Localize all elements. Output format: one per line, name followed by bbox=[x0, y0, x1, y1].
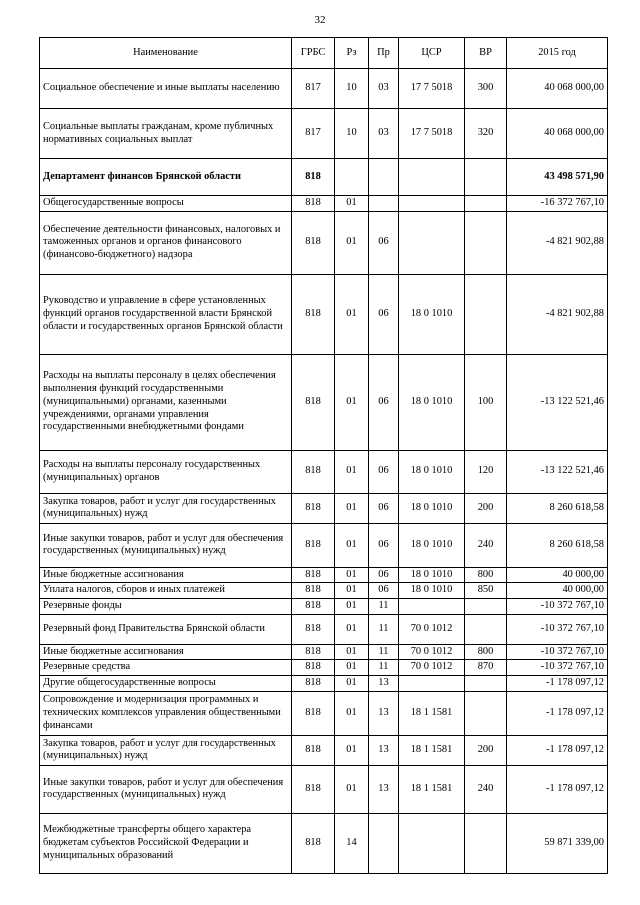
row-csr bbox=[399, 211, 465, 274]
row-name: Закупка товаров, работ и услуг для государственных (муниципальных) нужд bbox=[40, 493, 292, 523]
row-grbs: 818 bbox=[292, 567, 335, 583]
table-row bbox=[40, 813, 608, 873]
table-row bbox=[40, 599, 608, 615]
row-grbs: 818 bbox=[292, 354, 335, 450]
row-pr: 06 bbox=[369, 523, 399, 567]
table-row bbox=[40, 583, 608, 599]
row-grbs: 817 bbox=[292, 69, 335, 109]
row-name: Резервный фонд Правительства Брянской области bbox=[40, 614, 292, 644]
row-csr: 18 0 1010 bbox=[399, 493, 465, 523]
row-csr: 18 0 1010 bbox=[399, 523, 465, 567]
row-amount: 40 068 000,00 bbox=[507, 69, 608, 109]
row-vr: 320 bbox=[465, 109, 507, 159]
row-csr bbox=[399, 196, 465, 212]
row-rz: 01 bbox=[335, 523, 369, 567]
row-name: Руководство и управление в сфере установленных функций органов государственной власти Брянской области и государственных органов Брянской области bbox=[40, 274, 292, 354]
row-csr: 17 7 5018 bbox=[399, 109, 465, 159]
row-vr bbox=[465, 159, 507, 196]
row-name: Иные закупки товаров, работ и услуг для обеспечения государственных (муниципальных) нужд bbox=[40, 523, 292, 567]
row-pr bbox=[369, 813, 399, 873]
row-vr bbox=[465, 813, 507, 873]
row-rz: 01 bbox=[335, 660, 369, 676]
row-vr: 800 bbox=[465, 567, 507, 583]
table-row bbox=[40, 735, 608, 765]
row-grbs: 818 bbox=[292, 614, 335, 644]
row-pr: 06 bbox=[369, 450, 399, 493]
row-pr: 06 bbox=[369, 211, 399, 274]
row-amount: 59 871 339,00 bbox=[507, 813, 608, 873]
row-grbs: 818 bbox=[292, 196, 335, 212]
table-row bbox=[40, 109, 608, 159]
row-grbs: 818 bbox=[292, 599, 335, 615]
row-vr bbox=[465, 196, 507, 212]
row-amount: 40 000,00 bbox=[507, 567, 608, 583]
table-row bbox=[40, 69, 608, 109]
row-name: Иные бюджетные ассигнования bbox=[40, 567, 292, 583]
row-name: Резервные фонды bbox=[40, 599, 292, 615]
row-csr: 18 1 1581 bbox=[399, 735, 465, 765]
row-grbs: 818 bbox=[292, 159, 335, 196]
table-row bbox=[40, 523, 608, 567]
row-rz: 14 bbox=[335, 813, 369, 873]
table-row bbox=[40, 196, 608, 212]
row-pr: 13 bbox=[369, 765, 399, 813]
row-pr bbox=[369, 196, 399, 212]
column-header-csr: ЦСР bbox=[399, 38, 465, 69]
row-name: Сопровождение и модернизация программных и технических комплексов управления общественными финансами bbox=[40, 691, 292, 735]
row-rz: 01 bbox=[335, 493, 369, 523]
row-name: Общегосударственные вопросы bbox=[40, 196, 292, 212]
column-header-rz: Рз bbox=[335, 38, 369, 69]
row-grbs: 818 bbox=[292, 211, 335, 274]
row-pr: 11 bbox=[369, 644, 399, 660]
row-csr: 18 0 1010 bbox=[399, 274, 465, 354]
row-grbs: 818 bbox=[292, 450, 335, 493]
row-rz: 01 bbox=[335, 614, 369, 644]
row-amount: -1 178 097,12 bbox=[507, 676, 608, 692]
row-rz: 01 bbox=[335, 691, 369, 735]
row-grbs: 818 bbox=[292, 676, 335, 692]
row-name: Департамент финансов Брянской области bbox=[40, 159, 292, 196]
row-name: Уплата налогов, сборов и иных платежей bbox=[40, 583, 292, 599]
row-pr: 13 bbox=[369, 691, 399, 735]
row-amount: -1 178 097,12 bbox=[507, 765, 608, 813]
table-row bbox=[40, 614, 608, 644]
row-csr: 70 0 1012 bbox=[399, 660, 465, 676]
table-row bbox=[40, 450, 608, 493]
row-rz: 01 bbox=[335, 765, 369, 813]
row-grbs: 818 bbox=[292, 644, 335, 660]
row-rz: 01 bbox=[335, 211, 369, 274]
row-amount: -1 178 097,12 bbox=[507, 735, 608, 765]
row-amount: -4 821 902,88 bbox=[507, 211, 608, 274]
row-vr: 850 bbox=[465, 583, 507, 599]
row-vr: 240 bbox=[465, 765, 507, 813]
row-grbs: 818 bbox=[292, 765, 335, 813]
row-csr: 70 0 1012 bbox=[399, 644, 465, 660]
row-vr bbox=[465, 691, 507, 735]
table-row bbox=[40, 691, 608, 735]
row-vr: 870 bbox=[465, 660, 507, 676]
row-csr bbox=[399, 676, 465, 692]
row-rz: 01 bbox=[335, 676, 369, 692]
row-csr: 18 1 1581 bbox=[399, 691, 465, 735]
row-rz: 10 bbox=[335, 69, 369, 109]
row-csr: 18 0 1010 bbox=[399, 583, 465, 599]
row-grbs: 817 bbox=[292, 109, 335, 159]
row-amount: -1 178 097,12 bbox=[507, 691, 608, 735]
row-amount: -10 372 767,10 bbox=[507, 660, 608, 676]
row-vr bbox=[465, 614, 507, 644]
row-name: Расходы на выплаты персоналу в целях обеспечения выполнения функций государственными (муниципальными) органами, казенными учреждениями, органами управления государственными внебюджетными фондами bbox=[40, 354, 292, 450]
row-name: Расходы на выплаты персоналу государственных (муниципальных) органов bbox=[40, 450, 292, 493]
row-rz: 01 bbox=[335, 599, 369, 615]
row-rz: 01 bbox=[335, 196, 369, 212]
row-amount: -16 372 767,10 bbox=[507, 196, 608, 212]
row-amount: 8 260 618,58 bbox=[507, 493, 608, 523]
row-amount: 40 068 000,00 bbox=[507, 109, 608, 159]
row-csr: 18 0 1010 bbox=[399, 354, 465, 450]
row-grbs: 818 bbox=[292, 523, 335, 567]
row-pr: 06 bbox=[369, 493, 399, 523]
row-name: Закупка товаров, работ и услуг для государственных (муниципальных) нужд bbox=[40, 735, 292, 765]
row-vr bbox=[465, 211, 507, 274]
row-vr: 240 bbox=[465, 523, 507, 567]
row-amount: 40 000,00 bbox=[507, 583, 608, 599]
budget-table bbox=[39, 37, 608, 874]
table-row bbox=[40, 354, 608, 450]
row-pr: 11 bbox=[369, 614, 399, 644]
row-vr: 300 bbox=[465, 69, 507, 109]
row-rz: 01 bbox=[335, 644, 369, 660]
row-csr: 18 1 1581 bbox=[399, 765, 465, 813]
row-rz: 01 bbox=[335, 450, 369, 493]
row-amount: -13 122 521,46 bbox=[507, 354, 608, 450]
row-vr: 200 bbox=[465, 735, 507, 765]
row-vr bbox=[465, 676, 507, 692]
row-pr bbox=[369, 159, 399, 196]
table-row bbox=[40, 676, 608, 692]
row-name: Иные закупки товаров, работ и услуг для обеспечения государственных (муниципальных) нужд bbox=[40, 765, 292, 813]
table-row bbox=[40, 644, 608, 660]
row-vr bbox=[465, 274, 507, 354]
table-header-row bbox=[40, 38, 608, 69]
row-amount: -4 821 902,88 bbox=[507, 274, 608, 354]
row-amount: 43 498 571,90 bbox=[507, 159, 608, 196]
row-grbs: 818 bbox=[292, 274, 335, 354]
row-name: Социальное обеспечение и иные выплаты населению bbox=[40, 69, 292, 109]
row-vr: 200 bbox=[465, 493, 507, 523]
row-amount: -10 372 767,10 bbox=[507, 644, 608, 660]
row-csr bbox=[399, 599, 465, 615]
row-grbs: 818 bbox=[292, 691, 335, 735]
column-header-year: 2015 год bbox=[507, 38, 608, 69]
row-name: Другие общегосударственные вопросы bbox=[40, 676, 292, 692]
row-csr: 70 0 1012 bbox=[399, 614, 465, 644]
row-pr: 06 bbox=[369, 567, 399, 583]
row-csr bbox=[399, 159, 465, 196]
column-header-pr: Пр bbox=[369, 38, 399, 69]
row-amount: -13 122 521,46 bbox=[507, 450, 608, 493]
row-csr: 18 0 1010 bbox=[399, 450, 465, 493]
table-row bbox=[40, 159, 608, 196]
row-amount: -10 372 767,10 bbox=[507, 614, 608, 644]
row-pr: 06 bbox=[369, 583, 399, 599]
row-pr: 06 bbox=[369, 274, 399, 354]
row-pr: 06 bbox=[369, 354, 399, 450]
row-rz bbox=[335, 159, 369, 196]
table-row bbox=[40, 493, 608, 523]
table-row bbox=[40, 765, 608, 813]
row-rz: 01 bbox=[335, 274, 369, 354]
row-pr: 11 bbox=[369, 599, 399, 615]
row-vr: 800 bbox=[465, 644, 507, 660]
row-pr: 13 bbox=[369, 735, 399, 765]
row-pr: 13 bbox=[369, 676, 399, 692]
row-name: Социальные выплаты гражданам, кроме публичных нормативных социальных выплат bbox=[40, 109, 292, 159]
table-row bbox=[40, 567, 608, 583]
column-header-name: Наименование bbox=[40, 38, 292, 69]
row-grbs: 818 bbox=[292, 660, 335, 676]
row-grbs: 818 bbox=[292, 735, 335, 765]
row-csr: 18 0 1010 bbox=[399, 567, 465, 583]
row-csr bbox=[399, 813, 465, 873]
row-vr bbox=[465, 599, 507, 615]
row-pr: 03 bbox=[369, 69, 399, 109]
row-vr: 120 bbox=[465, 450, 507, 493]
row-rz: 10 bbox=[335, 109, 369, 159]
column-header-vr: ВР bbox=[465, 38, 507, 69]
row-rz: 01 bbox=[335, 583, 369, 599]
row-rz: 01 bbox=[335, 567, 369, 583]
row-pr: 03 bbox=[369, 109, 399, 159]
page-number: 32 bbox=[314, 14, 326, 26]
row-vr: 100 bbox=[465, 354, 507, 450]
row-grbs: 818 bbox=[292, 813, 335, 873]
row-name: Резервные средства bbox=[40, 660, 292, 676]
table-row bbox=[40, 660, 608, 676]
row-name: Обеспечение деятельности финансовых, налоговых и таможенных органов и органов финансового (финансово-бюджетного) надзора bbox=[40, 211, 292, 274]
row-amount: 8 260 618,58 bbox=[507, 523, 608, 567]
table-row bbox=[40, 274, 608, 354]
row-rz: 01 bbox=[335, 735, 369, 765]
row-amount: -10 372 767,10 bbox=[507, 599, 608, 615]
row-grbs: 818 bbox=[292, 493, 335, 523]
row-name: Иные бюджетные ассигнования bbox=[40, 644, 292, 660]
row-pr: 11 bbox=[369, 660, 399, 676]
row-name: Межбюджетные трансферты общего характера бюджетам субъектов Российской Федерации и муниципальных образований bbox=[40, 813, 292, 873]
row-csr: 17 7 5018 bbox=[399, 69, 465, 109]
table-row bbox=[40, 211, 608, 274]
row-rz: 01 bbox=[335, 354, 369, 450]
row-grbs: 818 bbox=[292, 583, 335, 599]
column-header-grbs: ГРБС bbox=[292, 38, 335, 69]
